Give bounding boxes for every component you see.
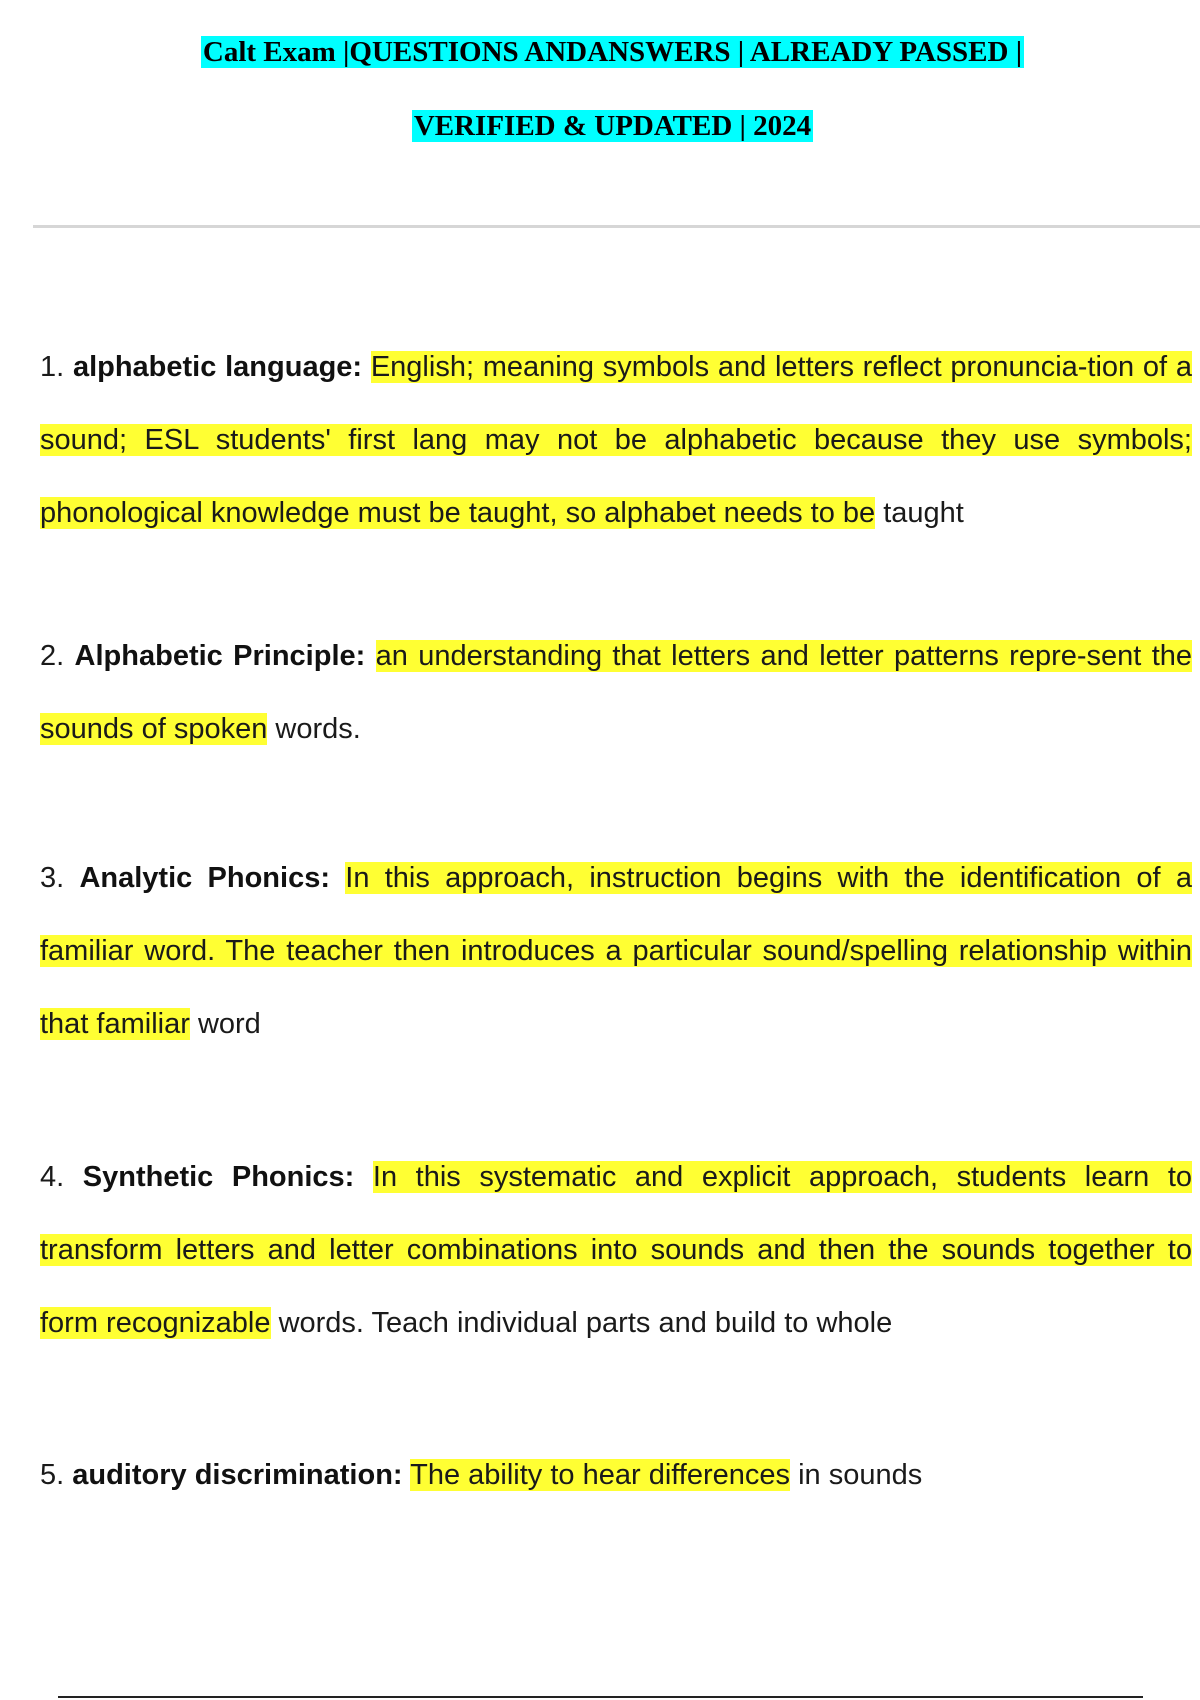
entry-definition-rest: taught [883,497,964,529]
entry-term: Analytic Phonics: [79,862,330,894]
glossary-entry-5 [40,1439,1192,1512]
entry-number: 3. [40,862,65,894]
entry-highlighted-definition: The ability to hear differences [410,1459,791,1491]
entry-definition-rest: word [197,1008,261,1040]
entry-highlighted-definition: In this systematic and explicit approach, students learn to transform letters and letter combinations into sounds and then the sounds together to form recognizable [40,1161,1193,1339]
entry-highlighted-definition: English; meaning symbols and letters reflect pronuncia-tion of a sound; ESL students' first lang may not be alphabetic because they use symbols; phonological knowledge must be taught, so alphabet needs to be [40,351,1192,529]
entry-term: alphabetic language: [72,351,363,383]
glossary-entry-4 [40,1141,1192,1360]
document-title-line-2 [0,108,1200,144]
entry-number: 5. [40,1459,65,1491]
entry-definition-rest: words. [275,713,361,745]
entry-term: Synthetic Phonics: [82,1161,355,1193]
entry-term: Alphabetic Principle: [74,640,366,672]
document-title-line-1-text: Calt Exam |QUESTIONS ANDANSWERS | ALREADY PASSED | [202,36,1023,68]
entry-term: auditory discrimination: [72,1459,403,1491]
entry-definition-rest: words. Teach individual parts and build to whole [278,1307,893,1339]
entry-highlighted-definition: an understanding that letters and letter patterns repre-sent the sounds of spoken [40,640,1193,745]
document-title-line-1 [0,34,1200,70]
entry-definition-rest: in sounds [798,1459,923,1491]
entry-number: 4. [40,1161,65,1193]
glossary-entry-2 [40,620,1192,766]
glossary-entry-1 [40,331,1192,550]
entry-number: 2. [40,640,65,672]
footer-divider [58,1696,1143,1698]
document-title-line-2-text: VERIFIED & UPDATED | 2024 [413,110,812,142]
glossary-entry-3 [40,842,1192,1061]
entry-number: 1. [40,351,65,383]
header-divider [33,225,1200,228]
entry-highlighted-definition: In this approach, instruction begins with the identification of a familiar word. The teacher then introduces a particular sound/spelling relationship within that familiar [40,862,1192,1040]
